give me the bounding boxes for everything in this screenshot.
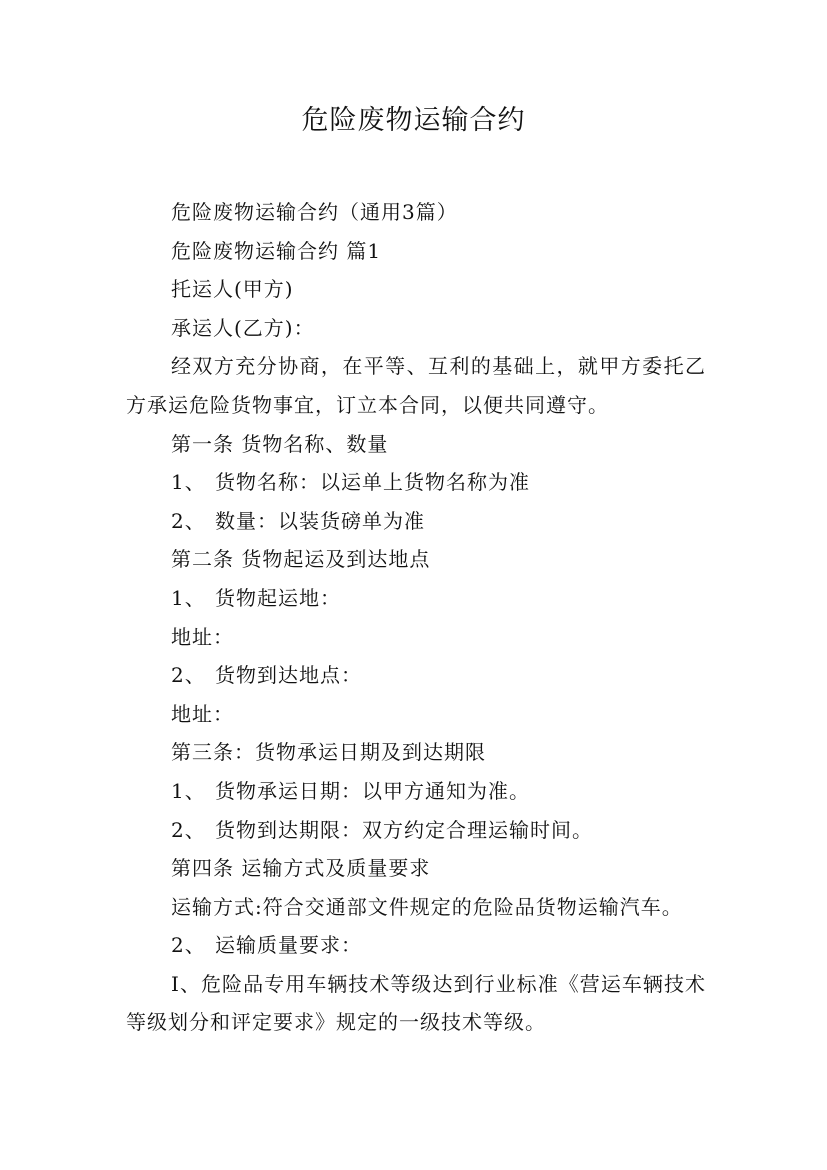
paragraph-article-4: 第四条 运输方式及质量要求 [171, 856, 431, 881]
paragraph-article-2: 第二条 货物起运及到达地点 [171, 547, 431, 572]
list-number: 2、 [171, 663, 206, 688]
list-text: 货物到达期限：双方约定合理运输时间。 [215, 817, 593, 842]
list-number: 1、 [171, 585, 206, 610]
paragraph-subtitle: 危险废物运输合约（通用3篇） [171, 200, 458, 224]
list-text: 货物到达地点： [215, 663, 362, 688]
paragraph-address: 地址： [171, 701, 234, 726]
list-text: 货物承运日期：以甲方通知为准。 [215, 778, 530, 803]
list-text: 运输质量要求： [215, 933, 362, 958]
paragraph-list-item [126, 772, 706, 811]
list-number: 2、 [171, 817, 206, 842]
paragraph-list-item [126, 926, 706, 965]
document-body [126, 193, 706, 1042]
paragraph-shipper: 托运人(甲方) [171, 277, 294, 302]
list-text: 货物起运地： [215, 585, 341, 610]
paragraph-article-1: 第一条 货物名称、数量 [171, 431, 389, 456]
list-number: 1、 [171, 470, 206, 495]
list-number: 1、 [171, 778, 206, 803]
paragraph-list-item [126, 811, 706, 850]
paragraph-preamble: 经双方充分协商，在平等、互利的基础上，就甲方委托乙方承运危险货物事宜，订立本合同，以便共同遵守。 [126, 354, 706, 417]
list-number: 2、 [171, 508, 206, 533]
paragraph-chapter-heading: 危险废物运输合约 篇1 [171, 238, 382, 263]
paragraph-list-item [126, 502, 706, 541]
paragraph-carrier: 承运人(乙方)： [171, 315, 315, 340]
paragraph-vehicle-standard: Ⅰ、危险品专用车辆技术等级达到行业标准《营运车辆技术等级划分和评定要求》规定的一级技术等级。 [126, 971, 706, 1035]
list-text: 数量：以装货磅单为准 [215, 508, 425, 533]
list-number: 2、 [171, 933, 206, 958]
paragraph-transport-method: 运输方式:符合交通部文件规定的危险品货物运输汽车。 [171, 894, 683, 919]
paragraph-address: 地址： [171, 624, 234, 649]
paragraph-article-3: 第三条：货物承运日期及到达期限 [171, 740, 486, 765]
list-text: 货物名称：以运单上货物名称为准 [215, 470, 530, 495]
document-title: 危险废物运输合约 [301, 105, 526, 136]
paragraph-list-item [126, 579, 706, 618]
paragraph-list-item [126, 656, 706, 695]
paragraph-list-item [126, 463, 706, 502]
